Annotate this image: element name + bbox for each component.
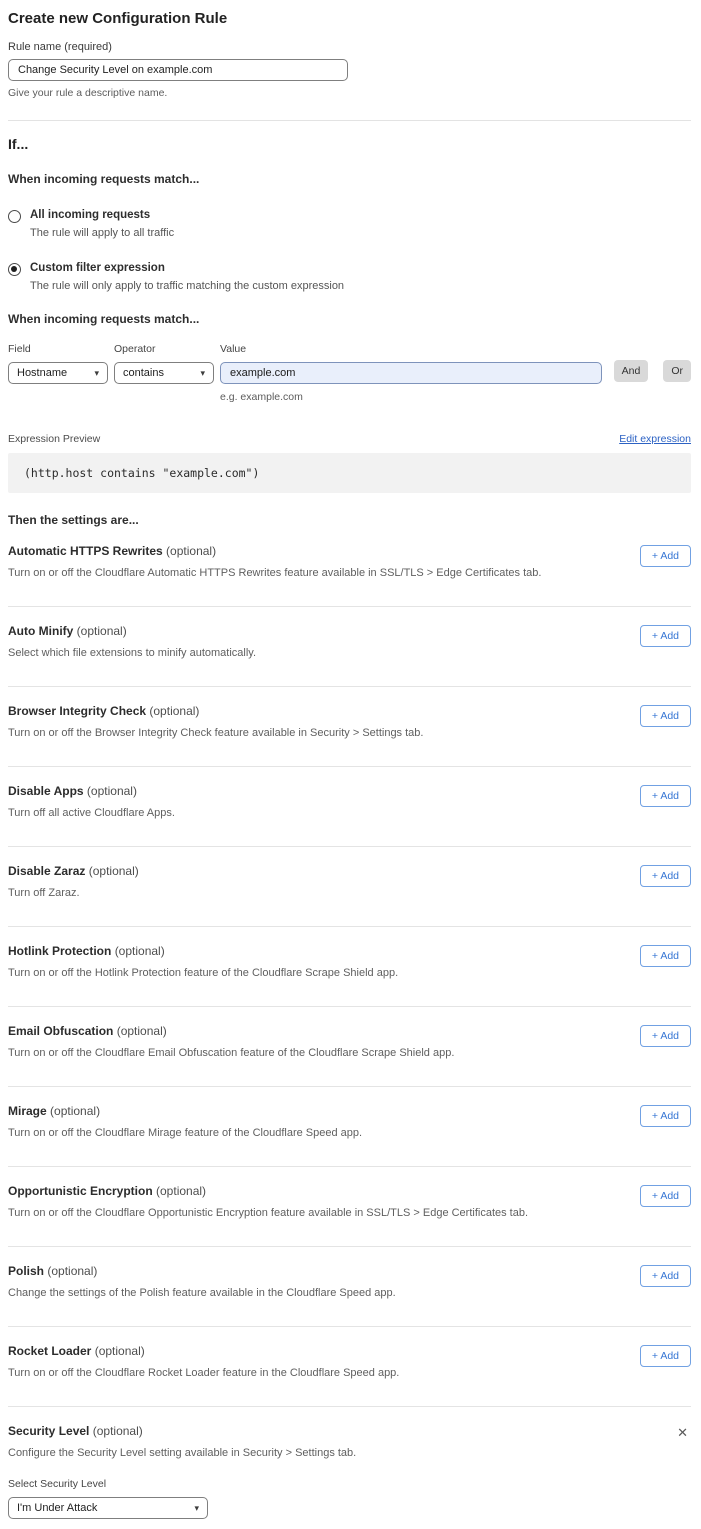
setting-title: Opportunistic Encryption [8,1184,153,1198]
close-icon[interactable]: ✕ [677,1425,688,1440]
then-settings-heading: Then the settings are... [8,513,139,527]
optional-tag: (optional) [94,1344,145,1358]
and-button[interactable]: And [614,360,649,382]
add-rocket-loader-button[interactable]: + Add [640,1345,691,1367]
add-disable-zaraz-button[interactable]: + Add [640,865,691,887]
setting-description: Turn off all active Cloudflare Apps. [8,807,175,819]
optional-tag: (optional) [88,864,139,878]
edit-expression-link[interactable]: Edit expression [619,433,691,445]
optional-tag: (optional) [149,704,200,718]
setting-section-email-obfuscation [8,1007,691,1087]
setting-section-auto-minify [8,607,691,687]
setting-section-opportunistic-encryption [8,1167,691,1247]
setting-description: Turn on or off the Cloudflare Opportunistic Encryption feature available in SSL/TLS > Edge Certificates tab. [8,1207,529,1219]
setting-section-polish [8,1247,691,1327]
setting-section-disable-zaraz [8,847,691,927]
setting-description: Turn on or off the Cloudflare Rocket Loader feature in the Cloudflare Speed app. [8,1367,400,1379]
operator-select-value: contains [123,367,164,379]
optional-tag: (optional) [86,784,137,798]
chevron-down-icon: ▾ [94,367,99,378]
setting-title: Email Obfuscation [8,1024,114,1038]
optional-tag: (optional) [116,1024,167,1038]
rule-name-group [8,41,691,99]
rule-name-input[interactable] [8,59,348,81]
setting-description: Turn off Zaraz. [8,887,80,899]
page-title: Create new Configuration Rule [8,10,228,27]
setting-description: Turn on or off the Cloudflare Mirage feature of the Cloudflare Speed app. [8,1127,363,1139]
radio-option-custom-filter-expression[interactable] [8,262,691,292]
setting-description: Turn on or off the Hotlink Protection feature of the Cloudflare Scrape Shield app. [8,967,399,979]
value-label: Value [220,343,247,355]
optional-tag: (optional) [166,544,217,558]
setting-title: Disable Zaraz [8,864,86,878]
radio-label: Custom filter expression [30,262,165,274]
security-level-select[interactable] [8,1497,208,1519]
value-help: e.g. example.com [220,391,303,403]
setting-title: Auto Minify [8,624,74,638]
setting-section-disable-apps [8,767,691,847]
operator-select[interactable] [114,362,214,384]
setting-section-hotlink-protection [8,927,691,1007]
expression-preview-label: Expression Preview [8,433,101,445]
field-label: Field [8,343,31,355]
chevron-down-icon: ▾ [200,367,205,378]
setting-description: Turn on or off the Browser Integrity Check feature available in Security > Settings tab. [8,727,424,739]
setting-section-browser-integrity-check [8,687,691,767]
setting-description: Turn on or off the Cloudflare Automatic HTTPS Rewrites feature available in SSL/TLS > Edge Certificates tab. [8,567,542,579]
add-auto-minify-button[interactable]: + Add [640,625,691,647]
radio-button-icon[interactable] [8,263,21,276]
radio-option-all-incoming-requests[interactable] [8,209,691,239]
setting-title: Hotlink Protection [8,944,112,958]
expression-builder-heading: When incoming requests match... [8,312,200,326]
or-button[interactable]: Or [663,360,691,382]
add-disable-apps-button[interactable]: + Add [640,785,691,807]
add-browser-integrity-check-button[interactable]: + Add [640,705,691,727]
optional-tag: (optional) [114,944,165,958]
setting-section-mirage [8,1087,691,1167]
expression-preview-box [8,453,691,493]
setting-description: Change the settings of the Polish feature available in the Cloudflare Speed app. [8,1287,396,1299]
setting-title: Polish [8,1264,45,1278]
radio-label: All incoming requests [30,209,151,221]
select-security-level-label: Select Security Level [8,1478,107,1490]
setting-title: Disable Apps [8,784,84,798]
operator-label: Operator [114,343,156,355]
optional-tag: (optional) [50,1104,101,1118]
optional-tag: (optional) [76,624,127,638]
setting-title: Browser Integrity Check [8,704,147,718]
security-level-select-value: I'm Under Attack [17,1502,98,1514]
incoming-requests-match-heading: When incoming requests match... [8,172,200,186]
if-heading: If... [8,136,29,152]
setting-section-automatic-https-rewrites [8,527,691,607]
value-input[interactable] [220,362,602,384]
optional-tag: (optional) [92,1424,143,1438]
optional-tag: (optional) [47,1264,98,1278]
radio-description: The rule will only apply to traffic matching the custom expression [30,280,345,292]
field-select-value: Hostname [17,367,68,379]
add-hotlink-protection-button[interactable]: + Add [640,945,691,967]
setting-description: Select which file extensions to minify automatically. [8,647,257,659]
setting-title: Rocket Loader [8,1344,92,1358]
optional-tag: (optional) [156,1184,207,1198]
setting-title: Mirage [8,1104,47,1118]
setting-description: Configure the Security Level setting available in Security > Settings tab. [8,1447,357,1459]
rule-name-help: Give your rule a descriptive name. [8,87,168,99]
radio-description: The rule will apply to all traffic [30,227,175,239]
add-email-obfuscation-button[interactable]: + Add [640,1025,691,1047]
setting-title: Security Level [8,1424,90,1438]
field-select[interactable] [8,362,108,384]
add-opportunistic-encryption-button[interactable]: + Add [640,1185,691,1207]
add-mirage-button[interactable]: + Add [640,1105,691,1127]
setting-description: Turn on or off the Cloudflare Email Obfuscation feature of the Cloudflare Scrape Shield app. [8,1047,455,1059]
add-polish-button[interactable]: + Add [640,1265,691,1287]
add-automatic-https-rewrites-button[interactable]: + Add [640,545,691,567]
setting-section-rocket-loader [8,1327,691,1407]
radio-button-icon[interactable] [8,210,21,223]
expression-builder-row [8,343,691,403]
rule-name-label: Rule name (required) [8,41,112,53]
section-divider [8,120,691,121]
setting-section-security-level [8,1407,691,1519]
expression-preview-code: (http.host contains "example.com") [24,466,260,480]
setting-title: Automatic HTTPS Rewrites [8,544,163,558]
chevron-down-icon: ▾ [194,1502,199,1513]
